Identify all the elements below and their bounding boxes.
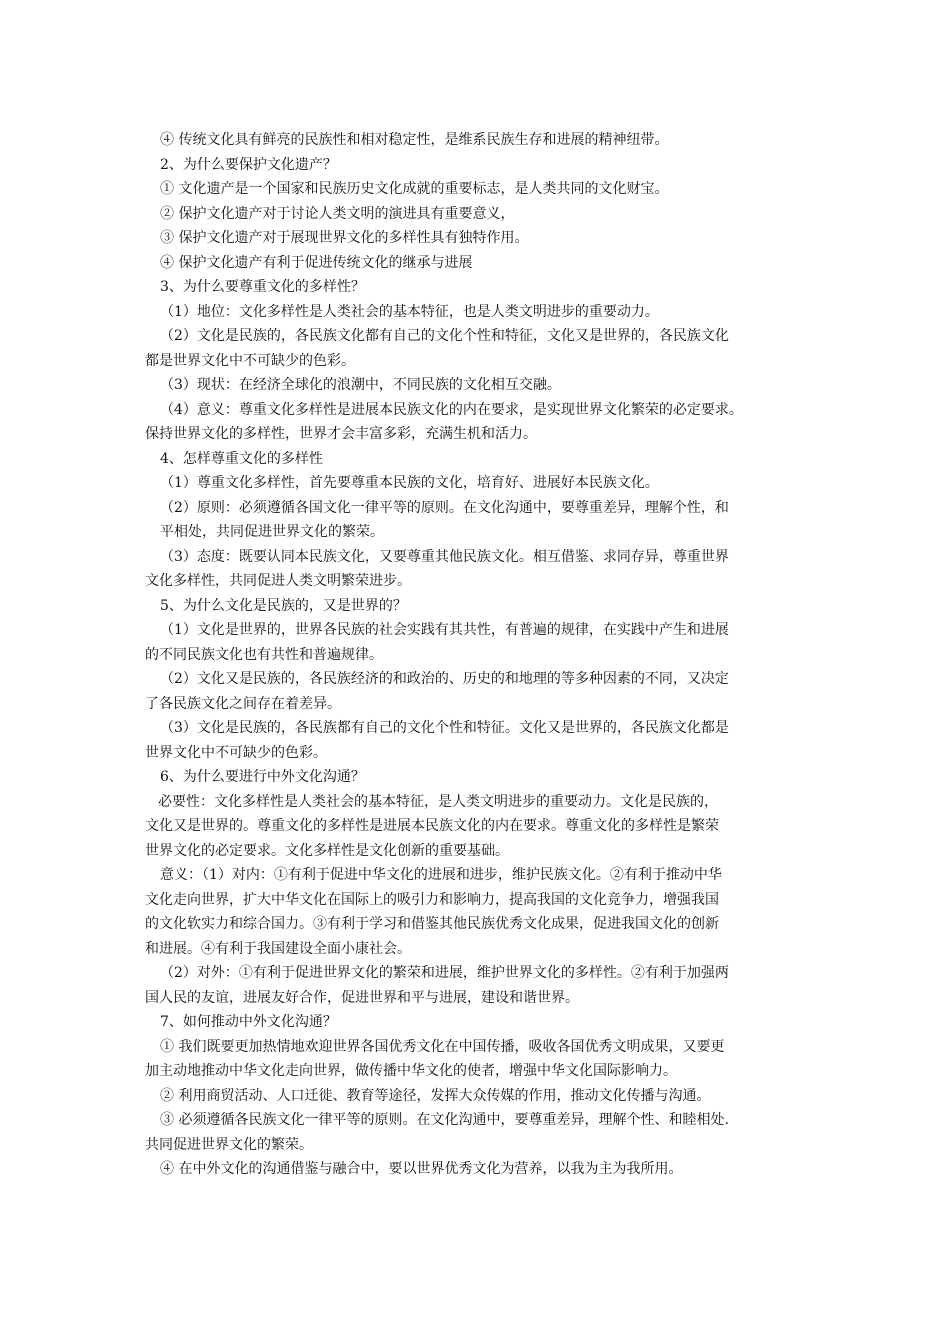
text-line: ① 我们既要更加热情地欢迎世界各国优秀文化在中国传播，吸收各国优秀文明成果，又要更: [160, 1038, 725, 1055]
text-line: （2）对外：①有利于促进世界文化的繁荣和进展，维护世界文化的多样性。②有利于加强两: [160, 965, 729, 981]
text-line: 文化多样性，共同促进人类文明繁荣进步。: [145, 573, 411, 589]
text-line: ④ 传统文化具有鲜亮的民族性和相对稳定性，是维系民族生存和进展的精神纽带。: [160, 132, 669, 148]
text-line: 世界文化中不可缺少的色彩。: [145, 744, 327, 761]
text-line: ③ 必须遵循各民族文化一律平等的原则。在文化沟通中，要尊重差异，理解个性、和睦相处.: [160, 1112, 729, 1128]
text-line: 的不同民族文化也有共性和普遍规律。: [145, 646, 383, 663]
text-line: 和进展。④有利于我国建设全面小康社会。: [145, 940, 411, 957]
text-line: 国人民的友谊，进展友好合作，促进世界和平与进展，建设和谐世界。: [145, 989, 579, 1006]
text-line: （3）文化是民族的，各民族都有自己的文化个性和特征。文化又是世界的，各民族文化都是: [160, 720, 729, 736]
text-line: 6、为什么要进行中外文化沟通？: [160, 769, 365, 785]
text-line: ② 利用商贸活动、人口迁徙、教育等途径，发挥大众传媒的作用，推动文化传播与沟通。: [160, 1087, 711, 1104]
text-line: 文化走向世界，扩大中华文化在国际上的吸引力和影响力，提高我国的文化竞争力，增强我国: [145, 891, 719, 908]
text-line: 保持世界文化的多样性，世界才会丰富多彩，充满生机和活力。: [145, 426, 537, 442]
text-line: 加主动地推动中华文化走向世界，做传播中华文化的使者，增强中华文化国际影响力。: [145, 1063, 677, 1079]
text-line: （4）意义：尊重文化多样性是进展本民族文化的内在要求，是实现世界文化繁荣的必定要求。: [160, 401, 743, 418]
text-line: 文化又是世界的。尊重文化的多样性是进展本民族文化的内在要求。尊重文化的多样性是繁荣: [145, 818, 719, 834]
text-line: （1）文化是世界的，世界各民族的社会实践有其共性，有普遍的规律，在实践中产生和进展: [160, 622, 729, 638]
text-line: ③ 保护文化遗产对于展现世界文化的多样性具有独特作用。: [160, 230, 529, 246]
text-line: （1）尊重文化多样性，首先要尊重本民族的文化，培育好、进展好本民族文化。: [160, 475, 659, 491]
text-line: 世界文化的必定要求。文化多样性是文化创新的重要基础。: [145, 842, 509, 859]
text-line: （2）文化是民族的，各民族文化都有自己的文化个性和特征，文化又是世界的，各民族文化: [160, 328, 729, 344]
text-line: 的文化软实力和综合国力。③有利于学习和借鉴其他民族优秀文化成果，促进我国文化的创新: [145, 916, 719, 932]
text-line: ① 文化遗产是一个国家和民族历史文化成就的重要标志，是人类共同的文化财宝。: [160, 181, 669, 197]
text-line: 了各民族文化之间存在着差异。: [145, 695, 341, 712]
text-line: 5、为什么文化是民族的，又是世界的？: [160, 597, 407, 614]
document-body: [145, 128, 825, 1182]
text-line: 意义：（1）对内：①有利于促进中华文化的进展和进步，维护民族文化。②有利于推动中华: [160, 867, 722, 883]
text-line: 4、怎样尊重文化的多样性: [160, 450, 323, 467]
text-line: ② 保护文化遗产对于讨论人类文明的演进具有重要意义，: [160, 205, 515, 222]
text-line: （2）文化又是民族的，各民族经济的和政治的、历史的和地理的等多种因素的不同，又决定: [160, 671, 729, 687]
text-line: （3）现状：在经济全球化的浪潮中，不同民族的文化相互交融。: [160, 377, 561, 393]
text-line: 2、为什么要保护文化遗产？: [160, 156, 337, 173]
text-line: （1）地位：文化多样性是人类社会的基本特征，也是人类文明进步的重要动力。: [160, 303, 659, 320]
text-line: 共同促进世界文化的繁荣。: [145, 1136, 313, 1153]
text-line: ④ 在中外文化的沟通借鉴与融合中，要以世界优秀文化为营养，以我为主为我所用。: [160, 1161, 683, 1177]
text-line: 3、为什么要尊重文化的多样性？: [160, 279, 365, 295]
text-line: （2）原则：必须遵循各国文化一律平等的原则。在文化沟通中，要尊重差异，理解个性，和: [160, 499, 729, 516]
text-line: 平相处，共同促进世界文化的繁荣。: [160, 524, 384, 540]
text-line: 7、如何推动中外文化沟通？: [160, 1014, 337, 1030]
text-line: 都是世界文化中不可缺少的色彩。: [145, 352, 355, 369]
text-line: （3）态度：既要认同本民族文化，又要尊重其他民族文化。相互借鉴、求同存异，尊重世界: [160, 548, 729, 565]
text-line: ④ 保护文化遗产有利于促进传统文化的继承与进展: [160, 254, 473, 271]
text-line: 必要性：文化多样性是人类社会的基本特征，是人类文明进步的重要动力。文化是民族的，: [158, 793, 718, 810]
